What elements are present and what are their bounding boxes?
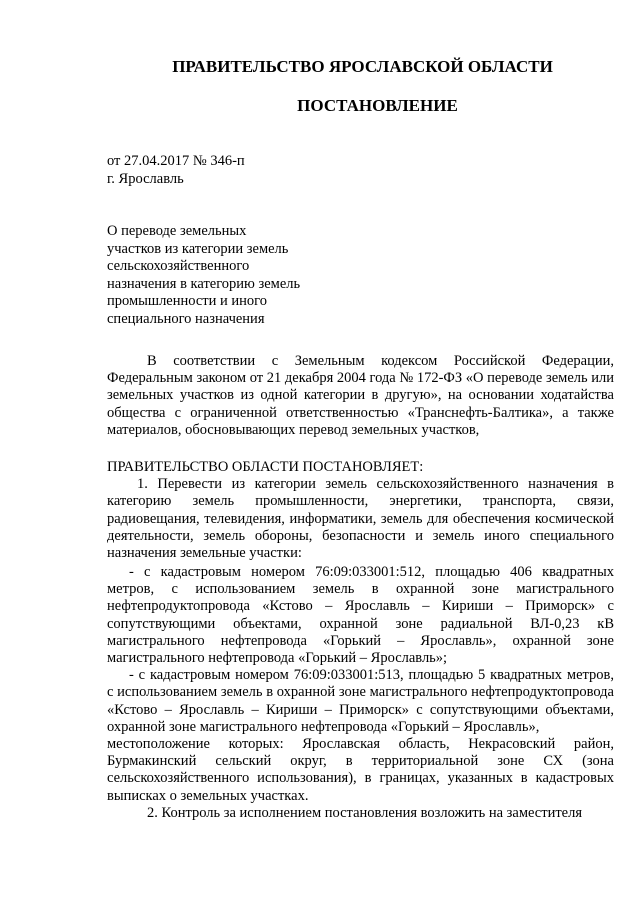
resolves-heading: ПРАВИТЕЛЬСТВО ОБЛАСТИ ПОСТАНОВЛЯЕТ: <box>107 459 424 475</box>
subject-line: назначения в категорию земель <box>107 275 301 292</box>
resolution-block <box>107 459 614 562</box>
bullets-block <box>107 564 614 822</box>
document-type-title: ПОСТАНОВЛЕНИЕ <box>297 96 458 115</box>
bullet-2-paragraph: - с кадастровым номером 76:09:033001:513, площадью 5 квадратных метров, с использованием земель в охранной зоне магистрального нефтепродуктопровода «Кстово – Ярославль – Кириши – Приморск» с сопутствующими объектами, охранной зоне магистрального нефтепровода «Горький – Ярославль», <box>107 667 614 735</box>
subject-line: О переводе земельных <box>107 223 247 239</box>
preamble-paragraph: В соответствии с Земельным кодексом Российской Федерации, Федеральным законом от 21 декабря 2004 года № 172-ФЗ «О переводе земель или земельных участков из одной категории в другую», на основании ходатайства общества с ограниченной ответственностью «Транснефть-Балтика», а также материалов, обосновывающих перевод земельных участков, <box>107 353 614 438</box>
item-1-paragraph: 1. Перевести из категории земель сельскохозяйственного назначения в категорию земель промышленности, энергетики, транспорта, связи, радиовещания, телевидения, информатики, земель для обеспечения космической деятельности, земель обороны, безопасности и земель иного специального назначения земельные участки: <box>107 476 614 562</box>
subject-line: сельскохозяйственного <box>107 258 250 275</box>
item-2-paragraph: 2. Контроль за исполнением постановления возложить на заместителя <box>147 804 583 821</box>
date-number: от 27.04.2017 № 346-п <box>107 153 245 169</box>
subject-line: участков из категории земель <box>107 240 289 257</box>
city: г. Ярославль <box>107 171 184 187</box>
location-paragraph: местоположение которых: Ярославская область, Некрасовский район, Бурмакинский сельский округ, в территориальной зоне СХ (зона сельскохозяйственного использования), в границах, указанных в кадастровых выписках о земельных участках. <box>107 736 614 804</box>
government-title: ПРАВИТЕЛЬСТВО ЯРОСЛАВСКОЙ ОБЛАСТИ <box>172 57 553 76</box>
subject-line: специального назначения <box>107 310 265 327</box>
preamble-block <box>107 353 614 439</box>
subject-block <box>107 223 300 329</box>
subject-line: промышленности и иного <box>107 293 268 310</box>
bullet-1-paragraph: - с кадастровым номером 76:09:033001:512, площадью 406 квадратных метров, с использованием земель в охранной зоне магистрального нефтепродуктопровода «Кстово – Ярославль – Кириши – Приморск» с сопутствующими объектами, охранной зоне радиальной ВЛ-0,23 кВ магистрального нефтепровода «Горький – Ярославль», охранной зоне магистрального нефтепровода «Горький – Ярославль»; <box>107 564 614 667</box>
